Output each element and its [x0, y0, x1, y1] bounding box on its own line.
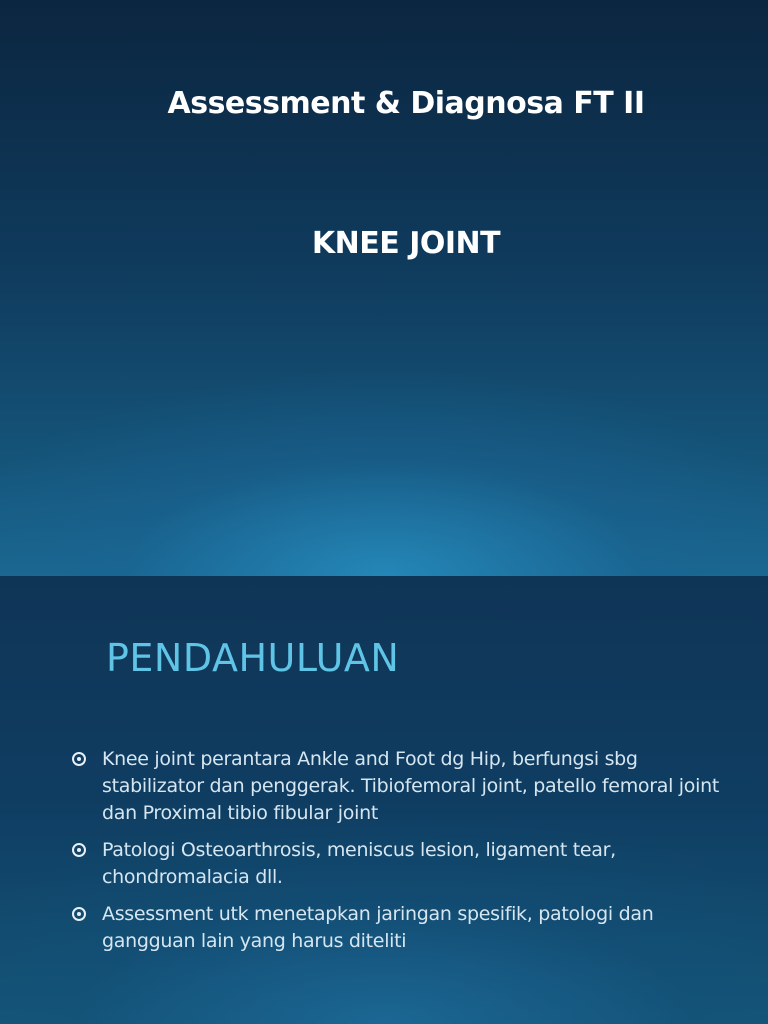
bullet-text: Patologi Osteoarthrosis, meniscus lesion, ligament tear, chondromalacia dll. [102, 839, 616, 888]
circle-dot-icon [72, 843, 86, 857]
list-item [70, 837, 740, 891]
section-heading: PENDAHULUAN [106, 636, 400, 680]
bullet-text: Assessment utk menetapkan jaringan spesifik, patologi dan gangguan lain yang harus diteliti [102, 903, 654, 952]
list-item [70, 901, 740, 955]
circle-dot-icon [72, 907, 86, 921]
circle-dot-icon [72, 752, 86, 766]
slide-subtitle: KNEE JOINT [311, 226, 501, 261]
bullet-text: Knee joint perantara Ankle and Foot dg Hip, berfungsi sbg stabilizator dan penggerak. Tibiofemoral joint, patello femoral joint dan Proximal tibio fibular joint [102, 748, 719, 824]
slide-title-heading: Assessment & Diagnosa FT II [167, 86, 645, 121]
list-item [70, 746, 740, 827]
bullet-list [70, 746, 740, 965]
slide-intro [0, 576, 768, 1024]
